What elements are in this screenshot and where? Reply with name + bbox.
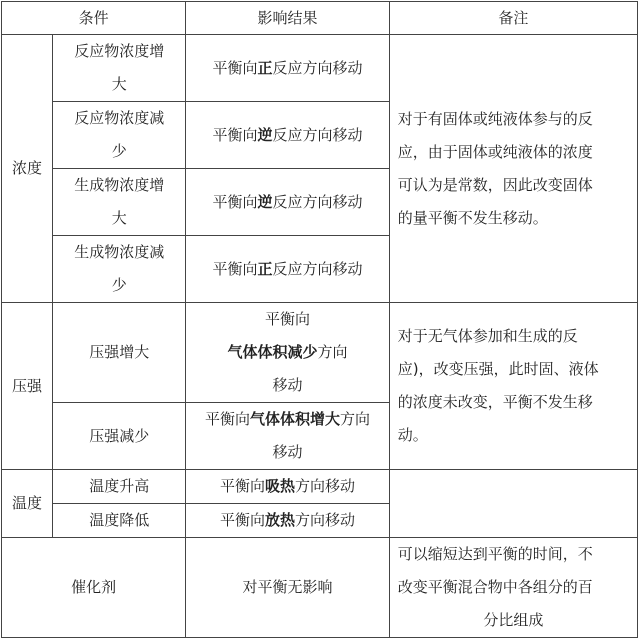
- effect-line: [192, 303, 382, 369]
- effect-keyword: 正: [257, 58, 273, 77]
- effect-text: 反应方向移动: [272, 192, 363, 211]
- effect-text: 平衡向: [212, 192, 258, 211]
- effect-keyword: 正: [257, 259, 273, 278]
- table-row: [2, 303, 638, 403]
- effect-cell: [186, 504, 389, 538]
- effect-cell: [186, 169, 389, 236]
- note-catalyst: [389, 538, 637, 638]
- effect-line: 移动: [272, 376, 303, 394]
- note-temperature: [389, 470, 637, 538]
- condition-cell: [53, 35, 186, 102]
- table-row: [2, 35, 638, 102]
- effect-cell: [186, 236, 389, 303]
- note-line: 动。: [397, 426, 428, 444]
- effect-keyword: 逆: [257, 125, 273, 144]
- effect-cell: [186, 102, 389, 169]
- header-effect: 影响结果: [186, 2, 389, 35]
- effect-text: 方向移动: [295, 511, 356, 529]
- condition-line: 生成物浓度增: [74, 176, 165, 194]
- note-line: 应)，改变压强，此时固、液体: [397, 360, 599, 378]
- effect-text: 方向: [340, 410, 371, 428]
- header-condition: 条件: [2, 2, 186, 35]
- condition-line: 生成物浓度减: [74, 243, 165, 261]
- condition-cell: [53, 102, 186, 169]
- effect-cell: [186, 303, 389, 403]
- effect-text: 平衡向: [220, 511, 266, 529]
- effect-text: 平衡向: [212, 259, 258, 278]
- note-line: 的量平衡不发生移动。: [397, 208, 548, 227]
- effect-line: 移动: [272, 443, 303, 461]
- condition-cell: 压强减少: [53, 403, 186, 470]
- note-line: 改变平衡混合物中各组分的百: [397, 578, 593, 596]
- effect-keyword: 吸热: [265, 477, 296, 495]
- note-line: 的浓度未改变，平衡不发生移: [397, 393, 593, 411]
- effect-text: 平衡向: [212, 58, 258, 77]
- effect-text: 反应方向移动: [272, 58, 363, 77]
- effect-text: 方向移动: [295, 477, 356, 495]
- condition-line: 少: [111, 276, 127, 294]
- effect-cell: [186, 403, 389, 470]
- category-temperature: 温度: [2, 470, 53, 538]
- effect-text: 平衡向: [205, 410, 251, 428]
- table-row: [2, 538, 638, 638]
- note-concentration: [389, 35, 637, 303]
- effect-text: 平衡向: [265, 310, 311, 328]
- effect-keyword: 逆: [257, 192, 273, 211]
- condition-cell: [53, 236, 186, 303]
- category-concentration: 浓度: [2, 35, 53, 303]
- effect-cell: [186, 35, 389, 102]
- table-header-row: [2, 2, 638, 35]
- header-note: 备注: [389, 2, 637, 35]
- effect-text: 方向: [317, 343, 348, 361]
- condition-cell: 压强增大: [53, 303, 186, 403]
- effect-keyword: 气体体积增大: [250, 410, 341, 428]
- condition-line: 大: [111, 75, 127, 93]
- note-line: 可认为是常数，因此改变固体: [397, 175, 593, 194]
- condition-line: 少: [111, 142, 127, 160]
- condition-line: 大: [111, 209, 127, 227]
- equilibrium-table: [1, 1, 638, 638]
- condition-cell: [53, 169, 186, 236]
- effect-cell: 对平衡无影响: [186, 538, 389, 638]
- note-pressure: [389, 303, 637, 470]
- effect-keyword: 气体体积减少: [227, 343, 318, 361]
- category-catalyst: 催化剂: [2, 538, 186, 638]
- effect-keyword: 放热: [265, 511, 296, 529]
- note-line: 应，由于固体或纯液体的浓度: [397, 142, 593, 161]
- condition-cell: 温度降低: [53, 504, 186, 538]
- table-row: [2, 470, 638, 504]
- effect-cell: [186, 470, 389, 504]
- condition-cell: 温度升高: [53, 470, 186, 504]
- effect-text: 平衡向: [212, 125, 258, 144]
- condition-line: 反应物浓度增: [74, 42, 165, 60]
- note-line: 分比组成: [483, 611, 544, 629]
- note-line: 对于无气体参加和生成的反: [397, 327, 578, 345]
- note-line: 可以缩短达到平衡的时间，不: [397, 545, 593, 563]
- note-line: 对于有固体或纯液体参与的反: [397, 109, 593, 128]
- category-pressure: 压强: [2, 303, 53, 470]
- effect-text: 反应方向移动: [272, 259, 363, 278]
- condition-line: 反应物浓度减: [74, 109, 165, 127]
- effect-text: 平衡向: [220, 477, 266, 495]
- effect-line: [192, 403, 382, 436]
- effect-text: 反应方向移动: [272, 125, 363, 144]
